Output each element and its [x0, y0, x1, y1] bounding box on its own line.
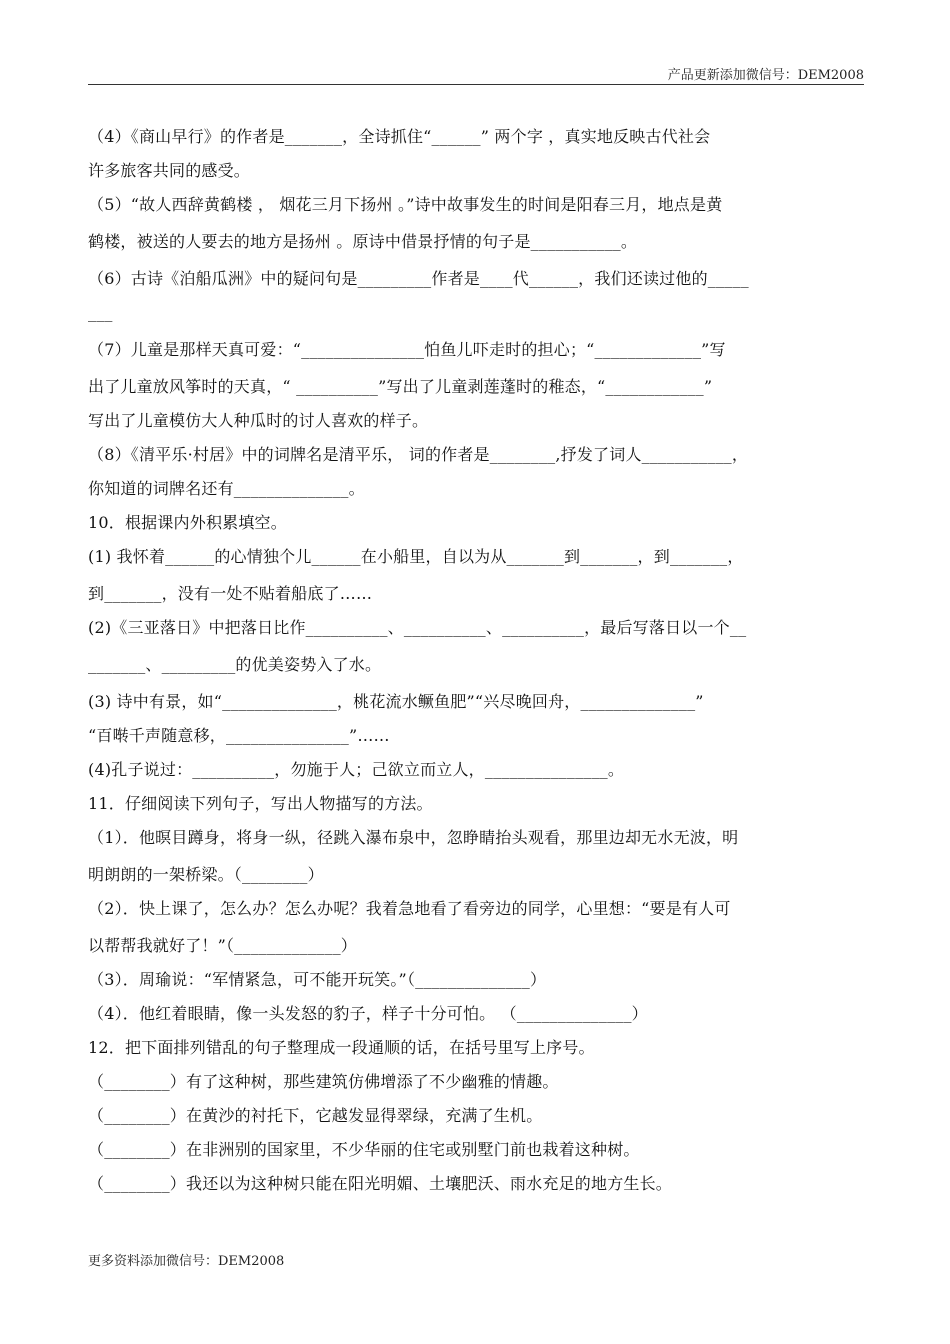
- text-line: （3）．周瑜说：“军情紧急，可不能开玩笑。”（______________）: [88, 970, 547, 989]
- text-line: (1) 我怀着______的心情独个儿______在小船里，自以为从_______到_______，到_______，: [88, 547, 744, 566]
- text-line: (4)孔子说过：__________，勿施于人；己欲立而立人，_______________。: [88, 760, 625, 779]
- text-line: （4）《商山早行》的作者是_______，全诗抓住“______” 两个字 ，真实地反映古代社会: [88, 127, 711, 146]
- text-line: 你知道的词牌名还有______________。: [88, 479, 365, 498]
- text-line: “百啭千声随意移，_______________”……: [88, 726, 390, 745]
- text-line: （7）儿童是那样天真可爱：“_______________怕鱼儿吓走时的担心；“_____________”写: [88, 340, 726, 359]
- text-line: 鹤楼，被送的人要去的地方是扬州 。原诗中借景抒情的句子是___________。: [88, 232, 638, 251]
- text-line: （________）在非洲别的国家里，不少华丽的住宅或别墅门前也栽着这种树。: [88, 1140, 640, 1159]
- text-line: (3) 诗中有景，如“______________，桃花流水鳜鱼肥”“兴尽晚回舟，______________”: [88, 692, 704, 711]
- text-line: 写出了儿童模仿大人种瓜时的讨人喜欢的样子。: [88, 411, 429, 430]
- text-line: (2)《三亚落日》中把落日比作__________、__________、__________，最后写落日以一个__: [88, 618, 747, 637]
- text-line: （8）《清平乐·村居》中的词牌名是清平乐， 词的作者是________,抒发了词人___________，: [88, 445, 749, 464]
- text-line: （________）有了这种树，那些建筑仿佛增添了不少幽雅的情趣。: [88, 1072, 559, 1091]
- text-line: （1）．他暝目蹲身，将身一纵，径跳入瀑布泉中，忽睁睛抬头观看，那里边却无水无波，明: [88, 828, 739, 847]
- text-line: _______、_________的优美姿势入了水。: [88, 655, 382, 674]
- worksheet-body: [88, 120, 868, 1201]
- page-header: [88, 62, 864, 85]
- text-line: （4）．他红着眼睛，像一头发怒的豹子，样子十分可怕。 （______________）: [88, 1004, 648, 1023]
- text-line: （2）．快上课了，怎么办？怎么办呢？我着急地看了看旁边的同学，心里想：“要是有人可: [88, 899, 731, 918]
- text-line: 出了儿童放风筝时的天真，“ __________”写出了儿童剥莲蓬时的稚态，“____________”: [88, 377, 713, 396]
- section-heading: 11．仔细阅读下列句子，写出人物描写的方法。: [88, 794, 433, 813]
- section-heading: 10．根据课内外积累填空。: [88, 513, 287, 532]
- text-line: （5）“故人西辞黄鹤楼 ， 烟花三月下扬州 。”诗中故事发生的时间是阳春三月，地点是黄: [88, 195, 723, 214]
- text-line: ___: [88, 303, 113, 322]
- text-line: （________）我还以为这种树只能在阳光明媚、土壤肥沃、雨水充足的地方生长。: [88, 1174, 673, 1193]
- text-line: 许多旅客共同的感受。: [88, 161, 251, 180]
- text-line: 明朗朗的一架桥梁。（________）: [88, 865, 324, 884]
- text-line: 以帮帮我就好了！”（_____________）: [88, 936, 357, 955]
- text-line: （6）古诗《泊船瓜洲》中的疑问句是_________作者是____代______，我们还读过他的_____: [88, 269, 749, 288]
- text-line: 到_______，没有一处不贴着船底了……: [88, 584, 373, 603]
- text-line: （________）在黄沙的衬托下，它越发显得翠绿，充满了生机。: [88, 1106, 543, 1125]
- section-heading: 12．把下面排列错乱的句子整理成一段通顺的话，在括号里写上序号。: [88, 1038, 595, 1057]
- page-footer: 更多资料添加微信号：DEM2008: [88, 1254, 285, 1269]
- header-text: 产品更新添加微信号：DEM2008: [667, 68, 864, 83]
